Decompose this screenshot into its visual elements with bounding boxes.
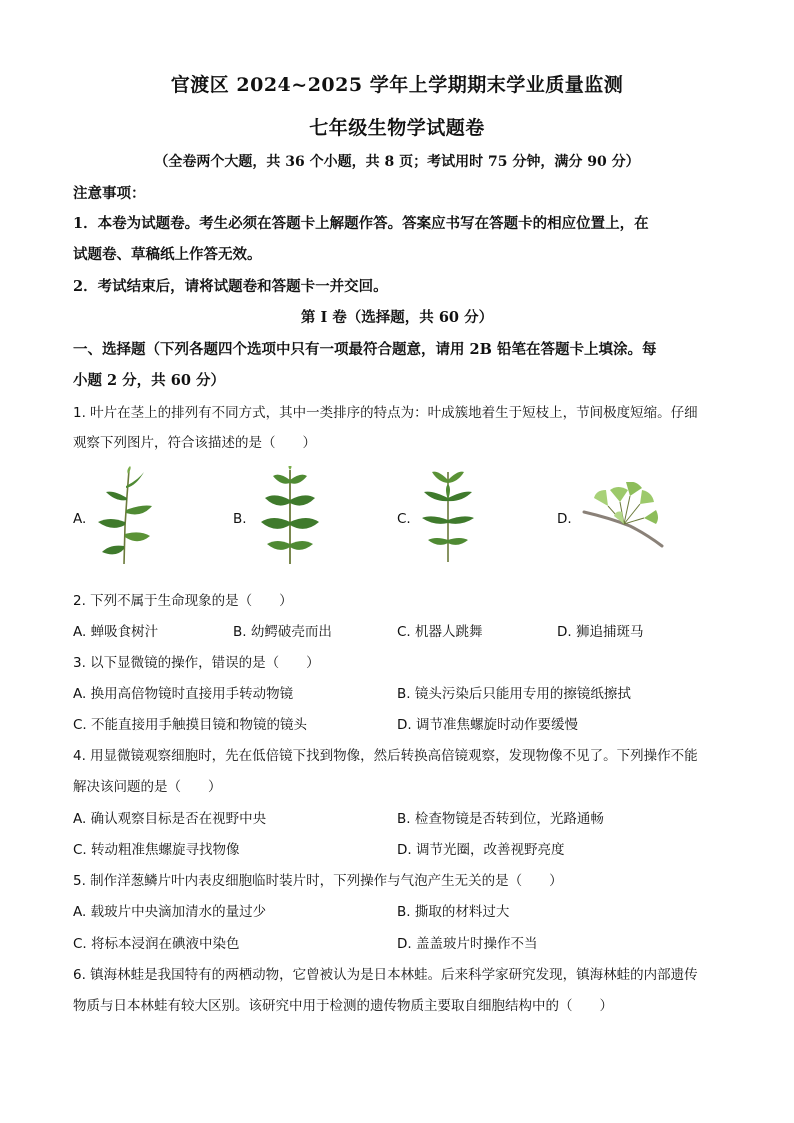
question-1-line-1: 1. 叶片在茎上的排列有不同方式，其中一类排序的特点为：叶成簇地着生于短枝上，节间极度短缩。仔细 <box>73 405 698 421</box>
exam-subject-title: 七年级生物学试题卷 <box>309 117 485 139</box>
question-3-option-a: A. 换用高倍物镜时直接用手转动物镜 <box>73 686 294 702</box>
question-5-option-a: A. 载玻片中央滴加清水的量过少 <box>73 904 267 920</box>
question-2-option-c: C. 机器人跳舞 <box>397 624 483 640</box>
question-5-option-b: B. 撕取的材料过大 <box>397 904 510 920</box>
notice-item-1-line-2: 试题卷、草稿纸上作答无效。 <box>73 246 262 263</box>
plant-alternate-leaves-image <box>90 466 160 566</box>
plant-whorled-leaves-image <box>418 468 478 564</box>
plant-clustered-leaves-ginkgo-image <box>580 482 665 550</box>
question-2-option-a: A. 蝉吸食树汁 <box>73 624 159 640</box>
question-6-line-1: 6. 镇海林蛙是我国特有的两栖动物，它曾被认为是日本林蛙。后来科学家研究发现，镇海林蛙的内部遗传 <box>73 967 698 983</box>
exam-info: （全卷两个大题，共 36 个小题，共 8 页；考试用时 75 分钟，满分 90 分） <box>154 154 640 170</box>
option-label-a: A. <box>73 511 87 527</box>
question-4-option-d: D. 调节光圈，改善视野亮度 <box>397 842 565 858</box>
notice-heading: 注意事项： <box>73 185 146 202</box>
question-1-line-2: 观察下列图片，符合该描述的是（ ） <box>73 435 316 451</box>
notice-item-2: 2．考试结束后，请将试题卷和答题卡一并交回。 <box>73 278 388 295</box>
question-4-line-1: 4. 用显微镜观察细胞时，先在低倍镜下找到物像，然后转换高倍镜观察，发现物像不见了。下列操作不能 <box>73 748 698 764</box>
exam-title: 官渡区 2024~2025 学年上学期期末学业质量监测 <box>170 74 624 96</box>
part-instructions-line-2: 小题 2 分，共 60 分） <box>73 372 225 389</box>
question-6-line-2: 物质与日本林蛙有较大区别。该研究中用于检测的遗传物质主要取自细胞结构中的（ ） <box>73 998 613 1014</box>
question-5-stem: 5. 制作洋葱鳞片叶内表皮细胞临时装片时，下列操作与气泡产生无关的是（ ） <box>73 873 563 889</box>
question-3-option-b: B. 镜头污染后只能用专用的擦镜纸擦拭 <box>397 686 631 702</box>
question-4-line-2: 解决该问题的是（ ） <box>73 779 222 795</box>
question-4-option-c: C. 转动粗准焦螺旋寻找物像 <box>73 842 240 858</box>
question-4-option-b: B. 检查物镜是否转到位，光路通畅 <box>397 811 604 827</box>
option-label-d: D. <box>557 511 572 527</box>
question-3-option-d: D. 调节准焦螺旋时动作要缓慢 <box>397 717 578 733</box>
question-2-option-d: D. 狮追捕斑马 <box>557 624 644 640</box>
question-3-stem: 3. 以下显微镜的操作，错误的是（ ） <box>73 655 320 671</box>
question-2-option-b: B. 幼鳄破壳而出 <box>233 624 332 640</box>
question-3-option-c: C. 不能直接用手触摸目镜和物镜的镜头 <box>73 717 308 733</box>
section-title: 第 I 卷（选择题，共 60 分） <box>300 309 494 326</box>
plant-opposite-leaves-image <box>255 466 325 566</box>
question-2-stem: 2. 下列不属于生命现象的是（ ） <box>73 593 293 609</box>
question-5-option-d: D. 盖盖玻片时操作不当 <box>397 936 538 952</box>
notice-item-1-line-1: 1．本卷为试题卷。考生必须在答题卡上解题作答。答案应书写在答题卡的相应位置上，在 <box>73 215 649 232</box>
question-5-option-c: C. 将标本浸润在碘液中染色 <box>73 936 240 952</box>
question-4-option-a: A. 确认观察目标是否在视野中央 <box>73 811 267 827</box>
part-instructions-line-1: 一、选择题（下列各题四个选项中只有一项最符合题意，请用 2B 铅笔在答题卡上填涂。每 <box>73 341 657 358</box>
option-label-b: B. <box>233 511 247 527</box>
option-label-c: C. <box>397 511 411 527</box>
